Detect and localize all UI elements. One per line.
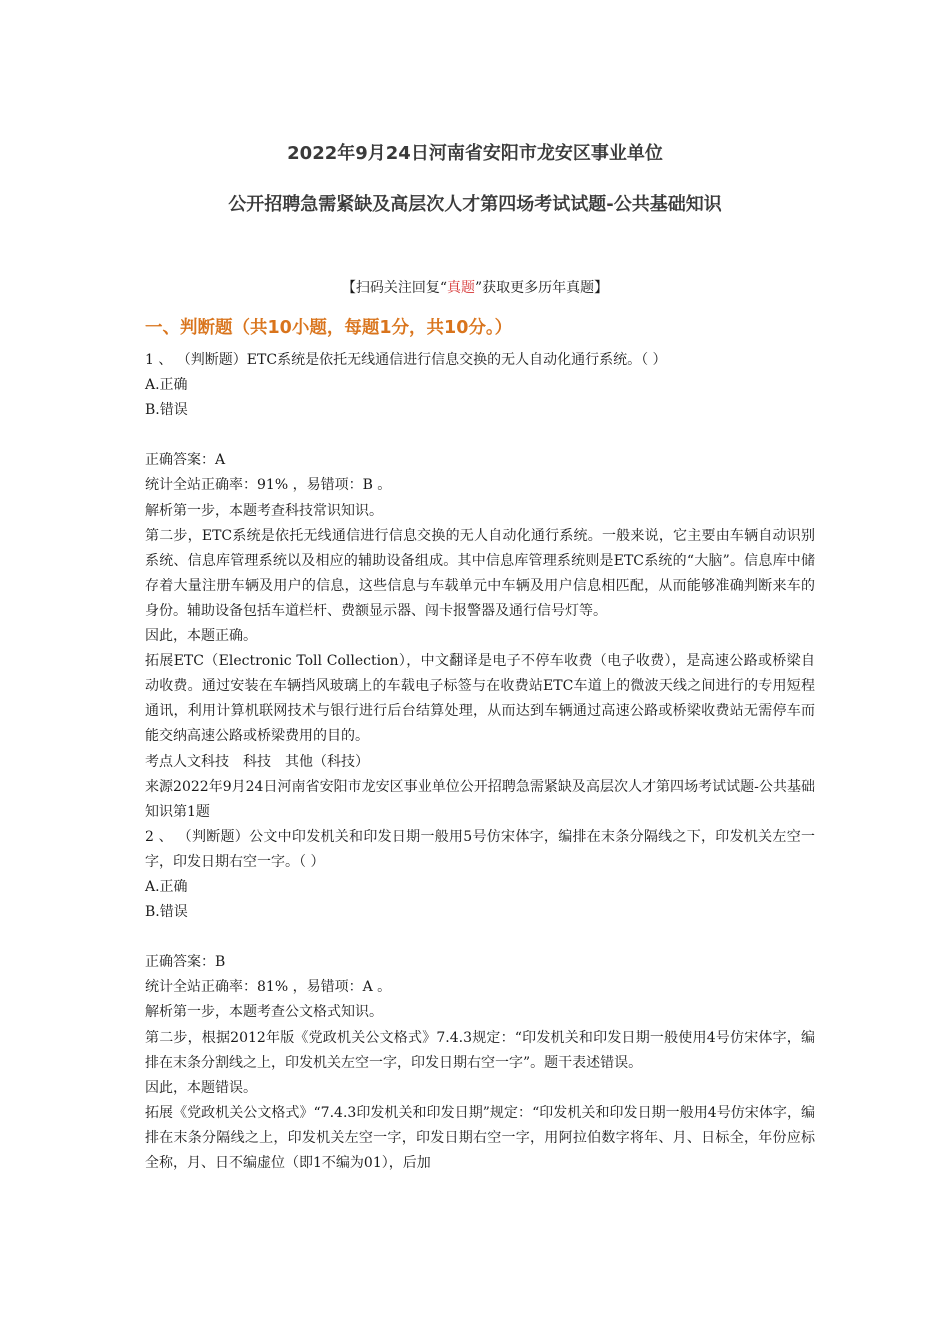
- promo-prefix: 【扫码关注回复“: [341, 280, 447, 296]
- extension: 拓展《党政机关公文格式》“7.4.3印发机关和印发日期”规定：“印发机关和印发日期一般用4号仿宋体字，编排在末条分隔线之上，印发机关左空一字，印发日期右空一字，用阿拉伯数字将年、月、日标全，年份应标全称，月、日不编虚位（即1不编为01），后加: [145, 1104, 815, 1171]
- spacer: [145, 925, 815, 950]
- promo-notice: [145, 277, 805, 297]
- source: 来源2022年9月24日河南省安阳市龙安区事业单位公开招聘急需紧缺及高层次人才第四场考试试题-公共基础知识第1题: [145, 778, 815, 820]
- analysis-step-2: 第二步，ETC系统是依托无线通信进行信息交换的无人自动化通行系统。一般来说，它主要由车辆自动识别系统、信息库管理系统以及相应的辅助设备组成。其中信息库管理系统则是ETC系统的“大脑”。信息库中储存着大量注册车辆及用户的信息，这些信息与车载单元中车辆及用户信息相匹配，从而能够准确判断来车的身份。辅助设备包括车道栏杆、费额显示器、闯卡报警器及通行信号灯等。: [145, 527, 815, 619]
- option-a: A.正确: [145, 377, 188, 394]
- section-heading: 一、判断题（共10小题，每题1分，共10分。）: [145, 318, 513, 338]
- option-b: B.错误: [145, 904, 188, 921]
- accuracy-stats: 统计全站正确率：81% ，易错项：A 。: [145, 979, 392, 996]
- spacer: [145, 423, 815, 448]
- correct-answer: 正确答案：B: [145, 954, 226, 971]
- option-b: B.错误: [145, 402, 188, 419]
- question-stem: 2 、 （判断题）公文中印发机关和印发日期一般用5号仿宋体字，编排在末条分隔线之下，印发机关左空一字，印发日期右空一字。（ ）: [145, 828, 815, 870]
- analysis-step-1: 解析第一步，本题考查科技常识知识。: [145, 502, 383, 519]
- extension: 拓展ETC（Electronic Toll Collection），中文翻译是电子不停车收费（电子收费），是高速公路或桥梁自动收费。通过安装在车辆挡风玻璃上的车载电子标签与在收费站ETC车道上的微波天线之间进行的专用短程通讯，利用计算机联网技术与银行进行后台结算处理，从而达到车辆通过高速公路或桥梁收费站无需停车而能交纳高速公路或桥梁费用的目的。: [145, 653, 815, 745]
- accuracy-stats: 统计全站正确率：91% ，易错项：B 。: [145, 477, 392, 494]
- correct-answer: 正确答案：A: [145, 452, 226, 469]
- promo-suffix: ”获取更多历年真题】: [475, 280, 609, 296]
- document-title-line-1: 2022年9月24日河南省安阳市龙安区事业单位: [287, 143, 663, 164]
- analysis-step-2: 第二步，根据2012年版《党政机关公文格式》7.4.3规定：“印发机关和印发日期一般使用4号仿宋体字，编排在末条分割线之上，印发机关左空一字，印发日期右空一字”。题干表述错误。: [145, 1029, 815, 1071]
- promo-highlight: 真题: [447, 280, 475, 296]
- conclusion: 因此，本题错误。: [145, 1079, 257, 1096]
- document-title-line-2: 公开招聘急需紧缺及高层次人才第四场考试试题-公共基础知识: [228, 194, 722, 215]
- option-a: A.正确: [145, 878, 188, 895]
- keypoint: 考点人文科技 科技 其他（科技）: [145, 753, 369, 770]
- question-stem: 1 、 （判断题）ETC系统是依托无线通信进行信息交换的无人自动化通行系统。（ ）: [145, 352, 667, 368]
- analysis-step-1: 解析第一步，本题考查公文格式知识。: [145, 1004, 383, 1021]
- conclusion: 因此，本题正确。: [145, 628, 257, 645]
- question-list: [145, 348, 815, 1176]
